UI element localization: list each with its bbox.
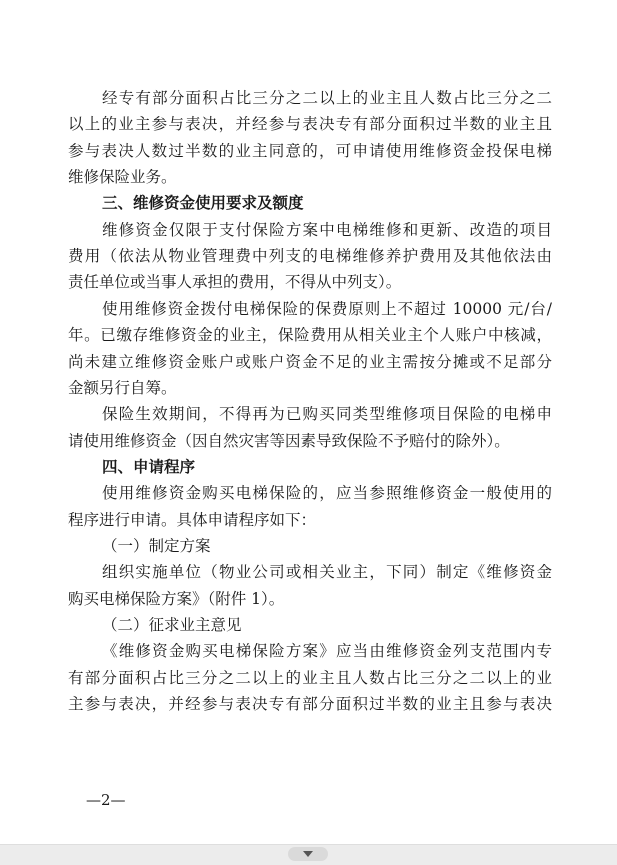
text-line: 责任单位或当事人承担的费用，不得从中列支）。 [68,273,402,292]
text-line: 组织实施单位（物业公司或相关业主，下同）制定《维修资金 [102,563,552,582]
text-line: 保险生效期间，不得再为已购买同类型维修项目保险的电梯申 [102,405,552,424]
text-line: 参与表决人数过半数的业主同意的，可申请使用维修资金投保电梯 [68,141,552,160]
text-line: 使用维修资金拨付电梯保险的保费原则上不超过 10000 元/台/ [102,299,552,318]
page-number: —2— [86,791,126,809]
text-line: 使用维修资金购买电梯保险的，应当参照维修资金一般使用的 [102,484,552,503]
section-heading: 三、维修资金使用要求及额度 [102,194,304,213]
subsection-heading: （二）征求业主意见 [102,616,242,634]
chevron-down-icon [303,851,313,857]
text-line: 尚未建立维修资金账户或账户资金不足的业主需按分摊或不足部分 [68,352,552,371]
text-line: 费用（依法从物业管理费中列支的电梯维修养护费用及其他依法由 [68,247,552,266]
text-line: 程序进行申请。具体申请程序如下： [68,510,317,529]
viewer-bottom-bar [0,844,617,865]
text-line: 有部分面积占比三分之二以上的业主且人数占比三分之二以上的业 [68,668,552,687]
text-line: 请使用维修资金（因自然灾害等因素导致保险不予赔付的除外）。 [68,431,510,450]
text-line: 金额另行自筹。 [68,378,177,397]
scroll-down-button[interactable] [288,847,328,861]
text-line: 《维修资金购买电梯保险方案》应当由维修资金列支范围内专 [102,642,552,661]
text-line: 经专有部分面积占比三分之二以上的业主且人数占比三分之二 [102,89,552,107]
subsection-heading: （一）制定方案 [102,536,211,555]
text-line: 购买电梯保险方案》（附件 1）。 [68,589,285,608]
text-line: 以上的业主参与表决，并经参与表决专有部分面积过半数的业主且 [68,115,552,134]
section-heading: 四、申请程序 [102,457,196,476]
text-line: 主参与表决，并经参与表决专有部分面积过半数的业主且参与表决 [68,695,552,714]
text-line: 维修资金仅限于支付保险方案中电梯维修和更新、改造的项目 [102,220,552,239]
text-line: 维修保险业务。 [68,168,177,187]
text-line: 年。已缴存维修资金的业主，保险费用从相关业主个人账户中核减， [68,326,552,345]
